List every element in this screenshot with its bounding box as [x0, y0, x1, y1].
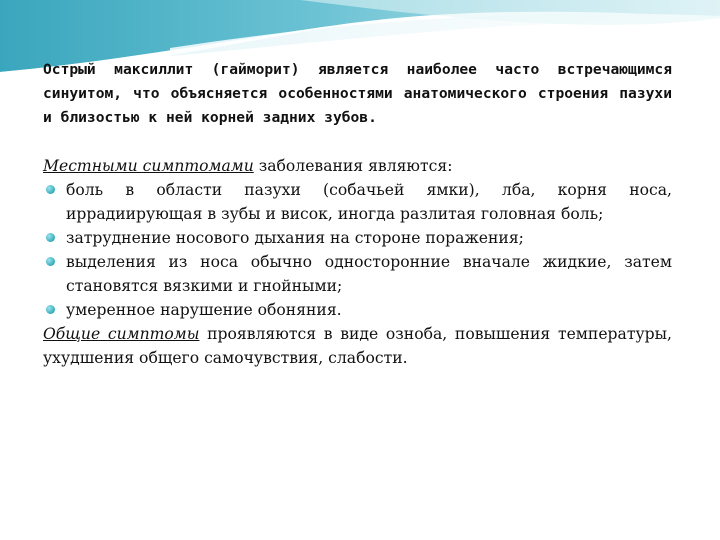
general-symptoms-lead: Общие симптомы	[43, 325, 200, 343]
slide-content	[43, 58, 672, 370]
local-symptoms-lead: Местными симптомами	[43, 157, 254, 175]
list-item	[43, 178, 672, 226]
general-symptoms-paragraph	[43, 322, 672, 370]
list-item	[43, 298, 672, 322]
list-item	[43, 226, 672, 250]
general-symptoms-rest: проявляются в виде озноба, повышения температуры, ухудшения общего самочувствия, слабости.	[43, 325, 672, 367]
intro-paragraph: Острый максиллит (гайморит) является наиболее часто встречающимся синуитом, что объясняется особенностями анатомического строения пазухи и близостью к ней корней задних зубов.	[43, 61, 672, 126]
bullet-icon	[46, 257, 55, 266]
local-symptoms-heading	[43, 154, 672, 178]
bullet-icon	[46, 305, 55, 314]
bullet-icon	[46, 185, 55, 194]
list-item-text: выделения из носа обычно односторонние вначале жидкие, затем становятся вязкими и гнойными;	[66, 253, 672, 295]
list-item-text: умеренное нарушение обоняния.	[66, 301, 342, 319]
list-item-text: боль в области пазухи (собачьей ямки), лба, корня носа, иррадиирующая в зубы и висок, иногда разлитая головная боль;	[66, 181, 672, 223]
list-item	[43, 250, 672, 298]
bullet-icon	[46, 233, 55, 242]
local-symptoms-rest: заболевания являются:	[253, 157, 453, 175]
symptom-list	[43, 178, 672, 322]
list-item-text: затруднение носового дыхания на стороне поражения;	[66, 229, 524, 247]
